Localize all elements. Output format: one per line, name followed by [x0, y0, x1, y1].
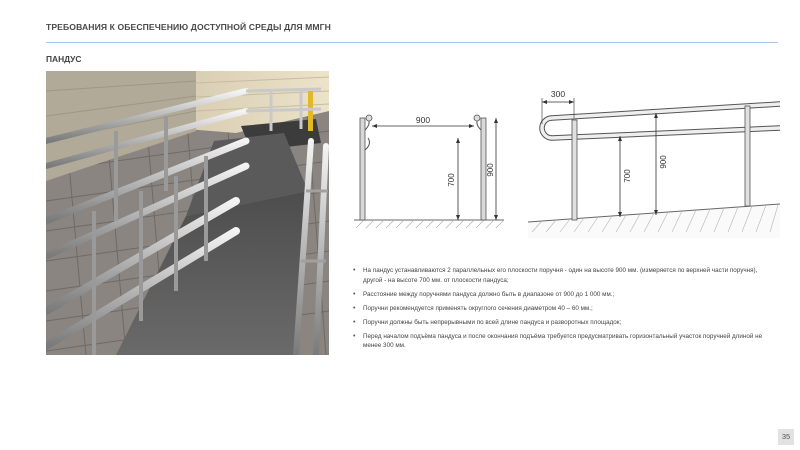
requirement-item: • Поручни рекомендуется применять округлого сечения диаметром 40 – 60 мм.; — [352, 304, 772, 314]
requirement-item: • Поручни должны быть непрерывными по всей длине пандуса и разворотных площадок; — [352, 318, 772, 328]
requirement-item: • На пандус устанавливаются 2 параллельных его плоскости поручня - один на высоте 900 мм. (измеряется по верхней части поручня), другой - на высоте 700 мм. от плоскости пандуса; — [352, 266, 772, 285]
handrail-cross-section-diagram — [354, 78, 514, 238]
low-handrail-height-label: 700 — [623, 169, 632, 183]
ramp-photo — [46, 71, 329, 355]
high-handrail-height-label: 900 — [659, 155, 668, 169]
high-handrail-height-label: 900 — [486, 163, 495, 177]
requirements-list — [352, 266, 772, 355]
section-title: ПАНДУС — [46, 54, 82, 64]
requirement-item: • Перед началом подъёма пандуса и после окончания подъёма требуется предусматривать горизонтальный участок поручней длиной не менее 300 мм. — [352, 332, 772, 351]
extension-dimension-label: 300 — [550, 89, 566, 99]
width-dimension-label: 900 — [415, 115, 431, 125]
header-divider — [46, 42, 778, 43]
low-handrail-height-label: 700 — [447, 173, 456, 187]
page-number: 35 — [778, 429, 794, 445]
header-title: ТРЕБОВАНИЯ К ОБЕСПЕЧЕНИЮ ДОСТУПНОЙ СРЕДЫ ДЛЯ ММГН — [46, 22, 331, 32]
handrail-profile-diagram — [528, 76, 780, 238]
requirement-item: • Расстояние между поручнями пандуса должно быть в диапазоне от 900 до 1 000 мм.; — [352, 290, 772, 300]
